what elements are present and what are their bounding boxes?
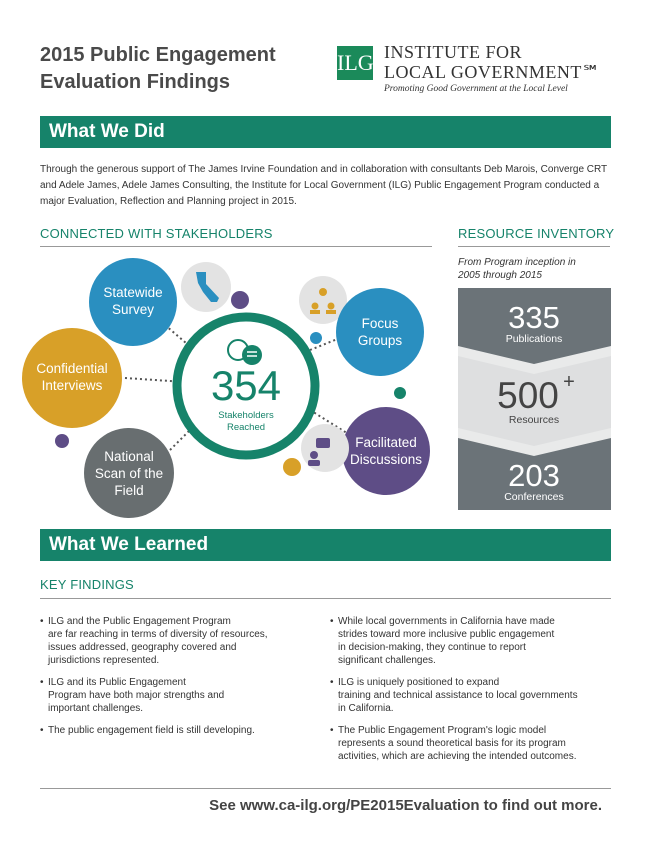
logo-line-2: LOCAL GOVERNMENT℠ bbox=[384, 62, 601, 82]
facilitated-label-1: Facilitated bbox=[355, 435, 417, 450]
resources-count: 500 bbox=[497, 375, 559, 416]
logo-tagline: Promoting Good Government at the Local Level bbox=[384, 84, 568, 94]
footer-link-text[interactable]: See www.ca-ilg.org/PE2015Evaluation to find out more. bbox=[209, 797, 602, 814]
inventory-rule bbox=[458, 246, 610, 247]
resources-plus: + bbox=[563, 371, 575, 393]
statewide-label-2: Survey bbox=[111, 302, 155, 317]
focus-label-1: Focus bbox=[361, 316, 399, 331]
title-line-2: Evaluation Findings bbox=[40, 71, 231, 93]
accent-dot bbox=[310, 332, 322, 344]
finding-line: training and technical assistance to local governments bbox=[338, 690, 578, 701]
key-findings-rule bbox=[40, 598, 611, 599]
finding-line: • The Public Engagement Program's logic model bbox=[338, 725, 547, 736]
resource-inventory-panel bbox=[458, 288, 611, 510]
national-label-2: Scan of the bbox=[94, 466, 164, 481]
finding-item bbox=[40, 676, 300, 715]
publications-count: 335 bbox=[508, 300, 560, 335]
finding-line: in California. bbox=[338, 703, 394, 714]
national-scan-bubble bbox=[84, 428, 174, 518]
conferences-count: 203 bbox=[508, 458, 560, 493]
finding-line: activities, which are achieving the intended outcomes. bbox=[338, 751, 577, 762]
finding-line: strides toward more inclusive public engagement bbox=[338, 629, 555, 640]
findings-right-column bbox=[330, 615, 600, 772]
conferences-label: Conferences bbox=[504, 491, 564, 503]
confidential-label-1: Confidential bbox=[36, 361, 108, 376]
statewide-label-1: Statewide bbox=[103, 285, 163, 300]
accent-dot bbox=[55, 434, 69, 448]
page-title bbox=[40, 42, 330, 96]
finding-item bbox=[330, 615, 600, 667]
statewide-survey-bubble bbox=[89, 258, 177, 346]
finding-line: • While local governments in California have made bbox=[338, 616, 555, 627]
finding-line: issues addressed, geography covered and bbox=[48, 642, 237, 653]
publications-label: Publications bbox=[505, 333, 563, 345]
stakeholders-count: 354 bbox=[210, 362, 282, 409]
national-label-1: National bbox=[104, 449, 154, 464]
focus-groups-bubble bbox=[336, 288, 424, 376]
inventory-note-line-2: 2005 through 2015 bbox=[458, 270, 542, 281]
findings-left-column bbox=[40, 615, 300, 746]
stakeholder-diagram bbox=[20, 250, 440, 525]
finding-line: • The public engagement field is still developing. bbox=[48, 725, 255, 736]
accent-dot bbox=[394, 387, 406, 399]
finding-line: Program have both major strengths and bbox=[48, 690, 225, 701]
stakeholders-label-1: Stakeholders bbox=[218, 410, 274, 421]
inventory-note bbox=[458, 256, 608, 282]
inventory-note-line-1: From Program inception in bbox=[458, 257, 576, 268]
stakeholders-heading: CONNECTED WITH STAKEHOLDERS bbox=[40, 226, 273, 241]
stakeholders-label-2: Reached bbox=[226, 422, 266, 433]
confidential-label-2: Interviews bbox=[41, 378, 103, 393]
finding-line: significant challenges. bbox=[338, 655, 436, 666]
confidential-interviews-bubble bbox=[22, 328, 122, 428]
national-label-3: Field bbox=[114, 483, 144, 498]
finding-item bbox=[330, 724, 600, 763]
what-we-did-banner: What We Did bbox=[40, 116, 611, 148]
facilitated-label-2: Discussions bbox=[349, 452, 423, 467]
discussion-person-icon bbox=[301, 424, 349, 472]
facilitated-discussions-bubble bbox=[342, 407, 430, 495]
finding-line: jurisdictions represented. bbox=[48, 655, 160, 666]
ilg-logo-mark: ILG bbox=[337, 46, 373, 80]
accent-dot bbox=[283, 458, 301, 476]
logo-line-1: INSTITUTE FOR bbox=[384, 42, 522, 62]
finding-line: are far reaching in terms of diversity of resources, bbox=[48, 629, 268, 640]
key-findings-heading: KEY FINDINGS bbox=[40, 577, 134, 592]
resources-label: Resources bbox=[508, 414, 560, 426]
footer-rule bbox=[40, 788, 611, 789]
stakeholders-center bbox=[177, 317, 315, 455]
stakeholders-rule bbox=[40, 246, 432, 247]
finding-line: • ILG is uniquely positioned to expand bbox=[338, 677, 500, 688]
finding-line: • ILG and the Public Engagement Program bbox=[48, 616, 231, 627]
finding-item bbox=[40, 724, 300, 737]
title-line-1: 2015 Public Engagement bbox=[40, 44, 276, 66]
finding-line: • ILG and its Public Engagement bbox=[48, 677, 186, 688]
finding-item bbox=[40, 615, 300, 667]
what-we-learned-banner: What We Learned bbox=[40, 529, 611, 561]
finding-line: important challenges. bbox=[48, 703, 144, 714]
intro-paragraph: Through the generous support of The James Irvine Foundation and in collaboration with consultants Deb Marois, Converge CRT and Adele James, Adele James Consulting, the Institute for Local Government (ILG) Public Engagement Program conducted a major Evaluation, Reflection and Planning project in 2015. bbox=[40, 164, 607, 207]
accent-dot bbox=[231, 291, 249, 309]
finding-line: in decision-making, they continue to report bbox=[338, 642, 526, 653]
finding-item bbox=[330, 676, 600, 715]
focus-label-2: Groups bbox=[357, 333, 403, 348]
finding-line: represents a sound theoretical basis for its program bbox=[338, 738, 566, 749]
california-map-icon bbox=[181, 262, 231, 312]
inventory-heading: RESOURCE INVENTORY bbox=[458, 226, 615, 241]
